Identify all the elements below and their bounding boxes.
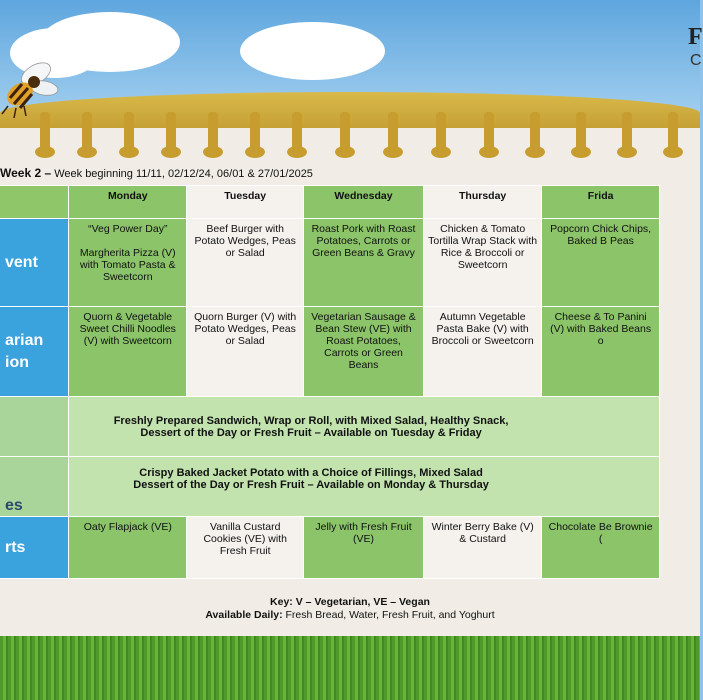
day-friday: Frida: [542, 186, 660, 219]
corner-cell: [0, 186, 69, 219]
brand-logo: F: [688, 24, 703, 50]
grass-background: [0, 636, 700, 700]
menu-cell: Chicken & Tomato Tortilla Wrap Stack with Rice & Broccoli or Sweetcorn: [424, 219, 542, 307]
row-label: es: [0, 457, 69, 517]
binding-pins: [0, 112, 700, 162]
table-row: [0, 457, 660, 517]
menu-cell: Roast Pork with Roast Potatoes, Carrots or Green Beans & Gravy: [303, 219, 423, 307]
dessert-cell: Chocolate Be Brownie (: [542, 517, 660, 579]
dessert-cell: Oaty Flapjack (VE): [69, 517, 187, 579]
key-legend: Key: V – Vegetarian, VE – Vegan: [270, 596, 430, 608]
menu-cell: “Veg Power Day” Margherita Pizza (V) with Tomato Pasta & Sweetcorn: [69, 219, 187, 307]
row-label: [0, 397, 69, 457]
cloud: [240, 22, 385, 80]
available-daily: [180, 609, 520, 622]
available-daily-text: Fresh Bread, Water, Fresh Fruit, and Yoghurt: [282, 609, 495, 621]
menu-cell: Vegetarian Sausage & Bean Stew (VE) with Roast Potatoes, Carrots or Green Beans: [303, 307, 423, 397]
sandwich-offer: Freshly Prepared Sandwich, Wrap or Roll, with Mixed Salad, Healthy Snack, Dessert of the Day or Fresh Fruit – Available on Tuesday & Friday: [69, 397, 660, 457]
dessert-cell: Winter Berry Bake (V) & Custard: [424, 517, 542, 579]
menu-cell: Quorn Burger (V) with Potato Wedges, Peas or Salad: [187, 307, 304, 397]
menu-cell: Cheese & To Panini (V) with Baked Beans o: [542, 307, 660, 397]
table-row: [0, 397, 660, 457]
day-monday: Monday: [69, 186, 187, 219]
bee-icon: [0, 58, 60, 120]
dessert-cell: Vanilla Custard Cookies (VE) with Fresh Fruit: [187, 517, 304, 579]
menu-cell: Popcorn Chick Chips, Baked B Peas: [542, 219, 660, 307]
menu-cell: Autumn Vegetable Pasta Bake (V) with Broccoli or Sweetcorn: [424, 307, 542, 397]
menu-key: [180, 596, 520, 622]
row-label: vent: [0, 219, 69, 307]
week-dates: Week beginning 11/11, 02/12/24, 06/01 & 27/01/2025: [54, 168, 313, 180]
jacket-potato-offer: Crispy Baked Jacket Potato with a Choice of Fillings, Mixed Salad Dessert of the Day or Fresh Fruit – Available on Monday & Thursday: [69, 457, 660, 517]
day-wednesday: Wednesday: [303, 186, 423, 219]
table-row: [0, 307, 660, 397]
menu-cell: Quorn & Vegetable Sweet Chilli Noodles (V) with Sweetcorn: [69, 307, 187, 397]
row-label: rts: [0, 517, 69, 579]
week-heading: [0, 166, 313, 180]
day-header-row: [0, 186, 660, 219]
row-label: arian ion: [0, 307, 69, 397]
table-row: [0, 219, 660, 307]
table-row: [0, 517, 660, 579]
brand-subtitle: C: [690, 52, 702, 69]
day-thursday: Thursday: [424, 186, 542, 219]
menu-table: [0, 185, 660, 579]
dessert-cell: Jelly with Fresh Fruit (VE): [303, 517, 423, 579]
menu-cell: Beef Burger with Potato Wedges, Peas or Salad: [187, 219, 304, 307]
day-tuesday: Tuesday: [187, 186, 304, 219]
available-daily-label: Available Daily:: [205, 609, 283, 621]
week-label: Week 2 –: [0, 166, 52, 180]
